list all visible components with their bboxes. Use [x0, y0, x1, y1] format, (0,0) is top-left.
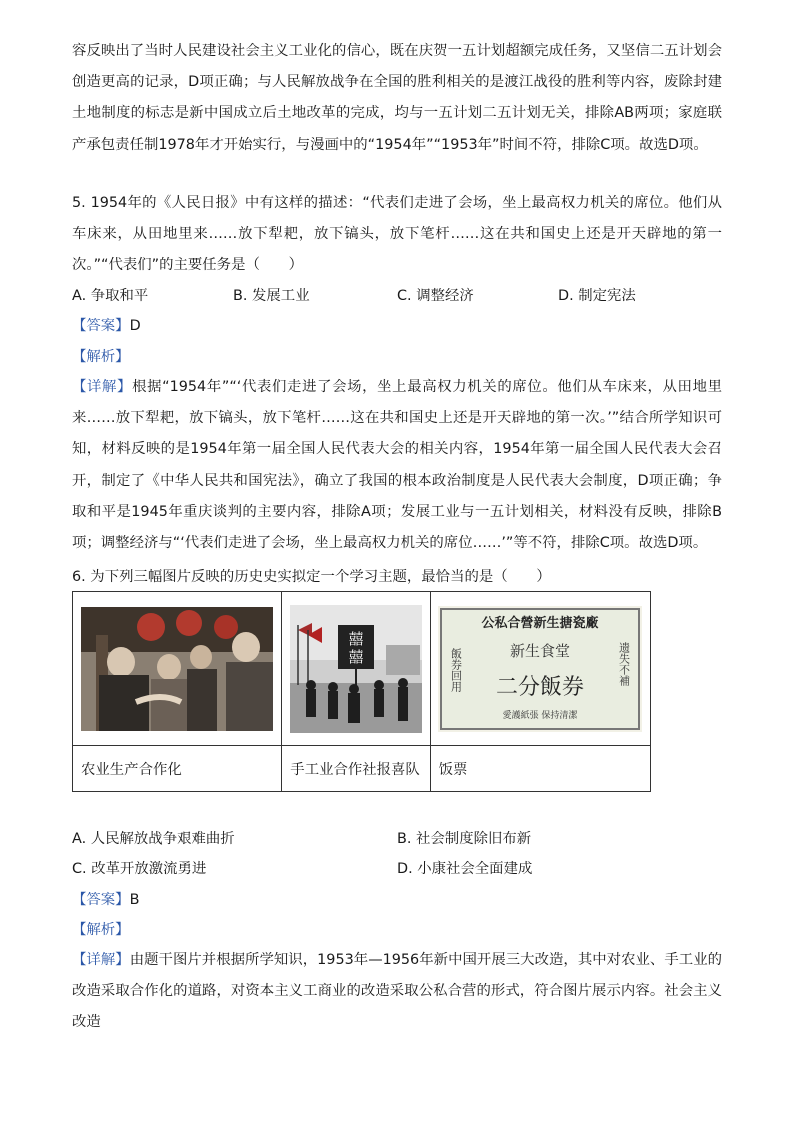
meal-ticket-photo — [438, 606, 642, 732]
q6-detail-text: 由题干图片并根据所学知识，1953年—1956年新中国开展三大改造，其中对农业、手工业的改造采取合作化的道路，对资本主义工商业的改造采取公私合营的形式，符合图片展示内容。社会主义改造 — [72, 952, 722, 1031]
caption-handicraft: 手工业合作社报喜队 — [282, 746, 430, 792]
ticket-footer: 愛護紙張 保持清潔 — [502, 710, 578, 721]
ticket-right-text: 遗失不補 — [617, 641, 631, 686]
q5-stem: 5. 1954年的《人民日报》中有这样的描述：“代表们走进了会场，坐上最高权力机关的席位。他们从车床来，从田地里来……放下犁耙，放下镐头，放下笔杆……这在共和国史上还是开天辟地的第一次。”“代表们”的主要任务是（ ） — [72, 195, 722, 274]
q6-option-b[interactable]: B. 社会制度除旧布新 — [397, 831, 532, 847]
q5-option-c[interactable]: C. 调整经济 — [397, 288, 474, 304]
banner-double-happiness: 囍 — [348, 629, 364, 648]
q6-answer — [72, 890, 139, 910]
q5-detail-tag: 【详解】 — [72, 379, 133, 395]
q6-option-c[interactable]: C. 改革开放激流勇进 — [72, 861, 207, 877]
ticket-title: 二分飯券 — [496, 674, 585, 700]
q5-answer-value: D — [129, 318, 141, 334]
q6-answer-value: B — [129, 892, 140, 908]
q5-option-a[interactable]: A. 争取和平 — [72, 288, 149, 304]
photo-cell-agriculture — [73, 592, 282, 746]
photo-cell-handicraft — [282, 592, 430, 746]
q6-detail — [72, 945, 722, 1039]
q5-answer-tag: 【答案】 — [72, 318, 130, 334]
q5-answer — [72, 316, 141, 336]
handicraft-cooperative-photo — [290, 605, 422, 733]
photo-cell-meal-ticket — [430, 592, 650, 746]
q6-analysis-tag: 【解析】 — [72, 922, 130, 938]
q5-detail — [72, 372, 722, 559]
q5-detail-text: 根据“1954年”“‘代表们走进了会场，坐上最高权力机关的席位。他们从车床来，从田地里来……放下犁耙，放下镐头，放下笔杆……这在共和国史上还是开天辟地的第一次。’”结合所学知识可知，材料反映的是1954年第一届全国人民代表大会的相关内容，1954年第一届全国人民代表大会召开，制定了《中华人民共和国宪法》，确立了我国的根本政治制度是人民代表大会制度，D项正确；争取和平是1945年重庆谈判的主要内容，排除A项；发展工业与一五计划相关，材料没有反映，排除B项；调整经济与“‘代表们走进了会场，坐上最高权力机关的席位……’”等不符，排除C项。故选D项。 — [72, 379, 722, 552]
ticket-canteen: 新生食堂 — [510, 641, 571, 660]
q6-answer-tag: 【答案】 — [72, 892, 130, 908]
q5-option-b[interactable]: B. 发展工业 — [233, 288, 310, 304]
agriculture-cooperation-photo — [81, 607, 273, 731]
q6-stem: 6. 为下列三幅图片反映的历史史实拟定一个学习主题，最恰当的是（ ） — [72, 569, 551, 585]
q6-image-table — [72, 591, 651, 792]
q6-option-a[interactable]: A. 人民解放战争艰难曲折 — [72, 831, 235, 847]
caption-agriculture: 农业生产合作化 — [73, 746, 282, 792]
q5-analysis-tag: 【解析】 — [72, 349, 130, 365]
banner-double-happiness-2: 囍 — [348, 647, 364, 666]
q6-detail-tag: 【详解】 — [72, 952, 130, 968]
ticket-left-text: 飯券回用 — [449, 647, 463, 692]
q6-option-d[interactable]: D. 小康社会全面建成 — [397, 861, 533, 877]
prev-explanation: 容反映出了当时人民建设社会主义工业化的信心，既在庆贺一五计划超额完成任务，又坚信二五计划会创造更高的记录，D项正确；与人民解放战争在全国的胜利相关的是渡江战役的胜利等内容，废除封建土地制度的标志是新中国成立后土地改革的完成，均与一五计划二五计划无关，排除AB两项；家庭联产承包责任制1978年才开始实行，与漫画中的“1954年”“1953年”时间不符，排除C项。故选D项。 — [72, 43, 722, 153]
ticket-header: 公私合營新生搪瓷廠 — [481, 615, 599, 631]
caption-meal-ticket: 饭票 — [430, 746, 650, 792]
q5-option-d[interactable]: D. 制定宪法 — [558, 288, 636, 304]
